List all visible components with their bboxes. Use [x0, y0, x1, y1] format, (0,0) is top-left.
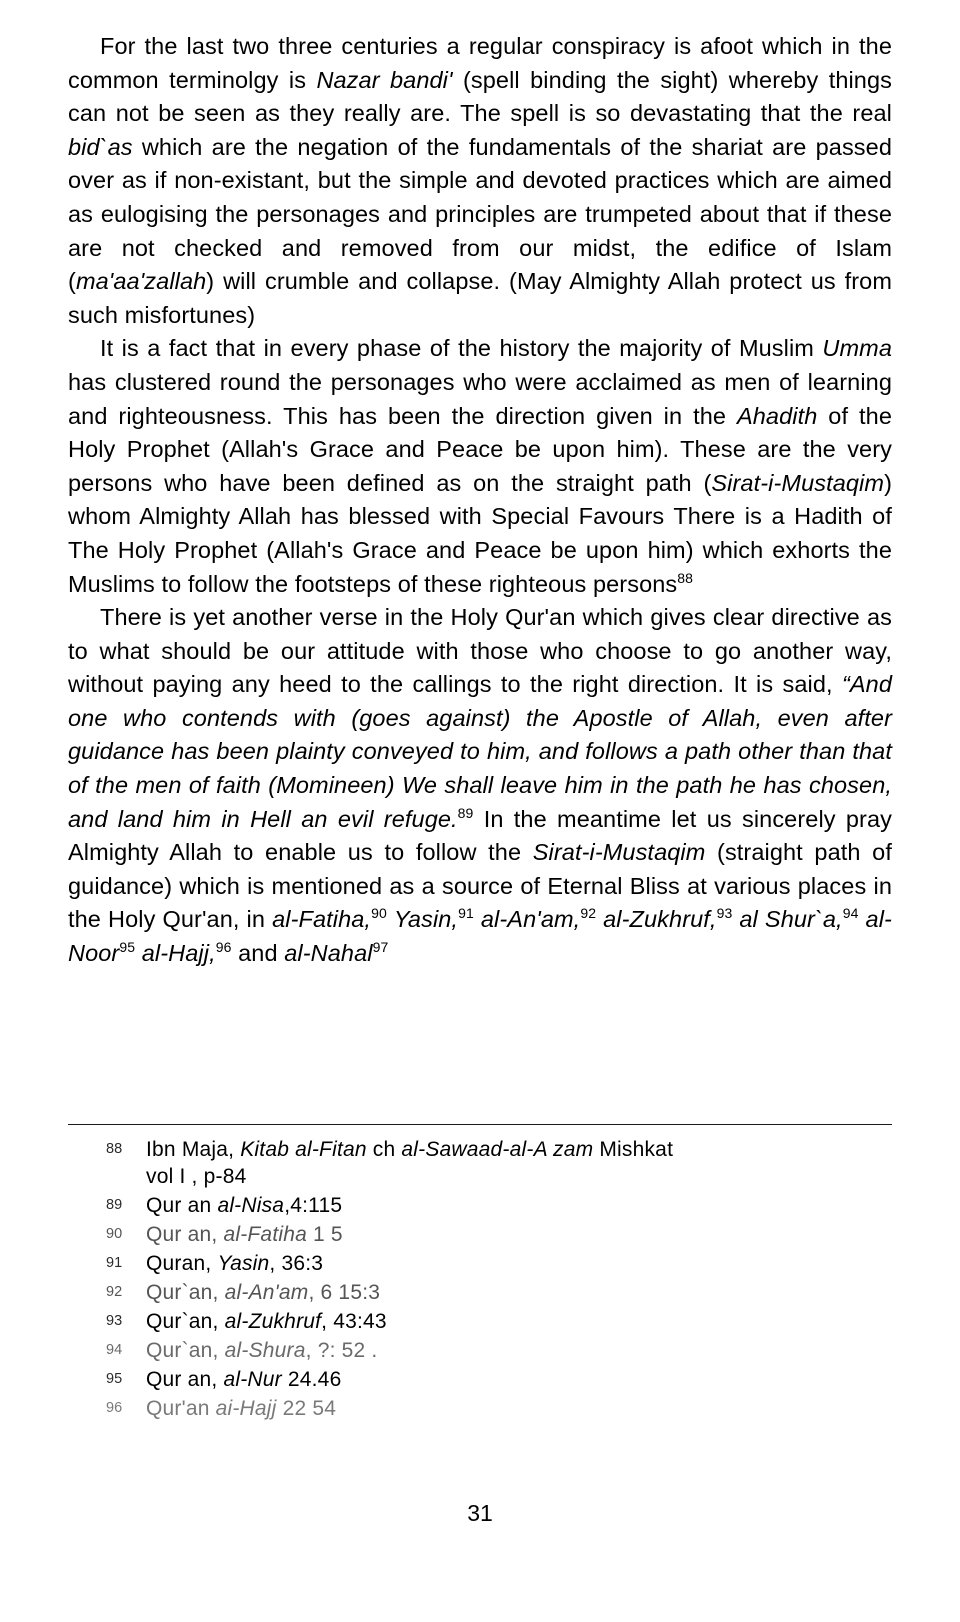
text-run: In the meantime let us sincerely pray Almighty Allah to enable us to follow the	[68, 805, 892, 866]
footnote-item	[68, 1366, 892, 1393]
footnote-text-pre: Qur`an,	[146, 1310, 225, 1333]
footnote-source-title: ai-Hajj	[215, 1397, 277, 1420]
footnote-text	[146, 1308, 892, 1335]
footnote-text	[146, 1192, 892, 1219]
italic-text: al-Nahal	[284, 940, 373, 967]
footnote-text-post: 24.46	[281, 1368, 342, 1391]
footnote-text-post: 1 5	[306, 1223, 343, 1246]
footnote-number: 92	[106, 1284, 123, 1300]
footnote-number: 96	[106, 1400, 123, 1416]
footnote-reference: 97	[372, 939, 389, 956]
footnote-text-pre: Qur`an,	[146, 1339, 225, 1362]
text-run	[474, 906, 481, 932]
footnote-source-title: al-Nisa	[217, 1194, 285, 1217]
text-run	[387, 906, 394, 932]
text-run: which are the negation of the fundamentals of the shariat are passed over as if non-existant, but the simple and devoted practices which are aimed as eulogising the personages and principles are trumpeted about that if these are not checked and removed from our midst, the edifice of Islam (	[68, 133, 892, 295]
footnote-reference: 94	[842, 905, 859, 922]
italic-text: al-Hajj,	[141, 940, 216, 967]
footnote-item	[68, 1192, 892, 1219]
text-run: (spell binding the sight) whereby things can not be seen as they really are. The spell is so devastating that the real	[68, 66, 892, 127]
footnote-number: 90	[106, 1226, 123, 1242]
footnote-number: 94	[106, 1342, 123, 1358]
footnote-reference: 90	[371, 905, 387, 922]
body-text	[68, 30, 892, 971]
paragraph-1	[68, 30, 892, 332]
footnote-text-pre: Quran,	[146, 1252, 218, 1275]
page-number: 31	[467, 1500, 493, 1526]
italic-text: Umma	[822, 335, 892, 362]
text-run: ) whom Almighty Allah has blessed with Special Favours There is a Hadith of The Holy Prophet (Allah's Grace and Peace be upon him) which exhorts the Muslims to follow the footsteps of these righteous persons	[68, 469, 892, 597]
italic-text: Nazar bandi'	[316, 66, 453, 93]
footnote-text-pre: Qur an,	[146, 1223, 224, 1246]
footnote-list	[68, 1136, 892, 1424]
footnote-text-pre: Qur'an	[146, 1397, 216, 1420]
footnote-text-pre: Qur an,	[146, 1368, 224, 1391]
text-run: It is a fact that in every phase of the history the majority of Muslim	[100, 335, 823, 362]
footnote-item	[68, 1279, 892, 1306]
footnote-text	[146, 1395, 892, 1422]
footnote-text-pre: Qur an	[146, 1194, 218, 1217]
footnote-text-post: , 36:3	[269, 1252, 324, 1275]
footnote-text-post: 22 54	[276, 1397, 337, 1420]
footnote-reference: 93	[716, 905, 733, 922]
footnote-reference: 89	[457, 804, 474, 821]
italic-text: Ahadith	[736, 402, 818, 429]
footnote-reference: 88	[677, 569, 694, 586]
italic-text: bid`as	[68, 133, 133, 160]
footnote-text-post: ,4:115	[284, 1194, 343, 1217]
text-run: For the last two three centuries a regular conspiracy is afoot which in the common terminolgy is	[68, 33, 892, 93]
footnote-number: 88	[106, 1141, 123, 1157]
footnote-item	[68, 1337, 892, 1364]
italic-text: Sirat-i-Mustaqim	[532, 839, 706, 866]
paragraph-2	[68, 332, 892, 601]
italic-text: al-Fatiha,	[272, 906, 372, 933]
footnote-source-title: Yasin	[217, 1252, 270, 1275]
footnote-source-title: al-Zukhruf	[224, 1310, 322, 1333]
text-run: (straight path of guidance) which is mentioned as a source of Eternal Bliss at various places in the Holy Qur'an, in	[68, 839, 892, 933]
italic-text: Sirat-i-Mustaqim	[711, 469, 885, 496]
footnote-reference: 91	[458, 905, 474, 922]
footnote-text-post: , ?: 52 .	[305, 1339, 378, 1362]
paragraph-3	[68, 601, 892, 971]
footnote-text	[146, 1221, 892, 1248]
footnote-reference: 92	[580, 905, 597, 922]
italic-text: ma'aa'zallah	[75, 268, 207, 295]
footnote-text-pre: Qur`an,	[146, 1281, 225, 1304]
footnote-text-pre: Ibn Maja,	[146, 1138, 241, 1161]
footnote-source-title: al-Fatiha	[223, 1223, 307, 1246]
footnote-number: 95	[106, 1371, 123, 1387]
footnote-source-title: al-Nur	[223, 1368, 282, 1391]
footnote-item	[68, 1250, 892, 1277]
text-run	[858, 906, 865, 932]
footnote-text	[146, 1366, 892, 1393]
text-run: ) will crumble and collapse. (May Almighty Allah protect us from such misfortunes)	[68, 268, 892, 328]
footnote-number: 91	[106, 1255, 123, 1271]
footnote-reference: 95	[119, 939, 136, 956]
italic-text: al Shur`a,	[739, 906, 843, 933]
italic-text: “And one who contends with (goes against) the Apostle of Allah, even after guidance has been plainty conveyed to him, and follows a path other than that of the men of faith (Momineen) We shall leave him in the path he has chosen, and land him in Hell an evil refuge.	[68, 671, 892, 832]
footnote-number: 93	[106, 1313, 123, 1329]
footnote-text-post: Mishkat	[593, 1138, 674, 1161]
italic-text: al-Noor	[68, 906, 892, 967]
italic-text: al-Zukhruf,	[603, 906, 717, 933]
footnote-text-continuation: vol I , p-84	[146, 1165, 247, 1188]
footnote-item	[68, 1221, 892, 1248]
footnote-divider	[68, 1124, 892, 1125]
text-run: of the Holy Prophet (Allah's Grace and Peace be upon him). These are the very persons who have been defined as on the straight path (	[68, 402, 892, 496]
footnote-item	[68, 1308, 892, 1335]
footnote-text-mid: ch	[366, 1138, 402, 1161]
footnote-text-post: , 43:43	[321, 1310, 387, 1333]
footnote-source-title: Kitab al-Fitan	[240, 1138, 367, 1161]
footnote-item	[68, 1395, 892, 1422]
text-run: There is yet another verse in the Holy Qur'an which gives clear directive as to what should be our attitude with those who choose to go another way, without paying any heed to the callings to the right direction. It is said,	[68, 604, 892, 698]
italic-text: al-An'am,	[480, 906, 581, 933]
footnote-number: 89	[106, 1197, 123, 1213]
text-run: and	[231, 940, 285, 967]
footnote-text-post: , 6 15:3	[308, 1281, 381, 1304]
footnote-text	[146, 1279, 892, 1306]
footnote-source-title: al-An'am	[224, 1281, 309, 1304]
footnote-source-title: al-Shura	[224, 1339, 306, 1362]
footnote-reference: 96	[215, 939, 232, 956]
footnote-text	[146, 1136, 892, 1190]
italic-text: Yasin,	[393, 906, 459, 933]
footnote-item	[68, 1136, 892, 1190]
text-run	[135, 940, 142, 966]
footnote-source-chapter: al-Sawaad-al-A zam	[401, 1138, 594, 1161]
text-run: has clustered round the personages who were acclaimed as men of learning and righteousness. This has been the direction given in the	[68, 368, 892, 429]
footnote-text	[146, 1250, 892, 1277]
footnote-text	[146, 1337, 892, 1364]
